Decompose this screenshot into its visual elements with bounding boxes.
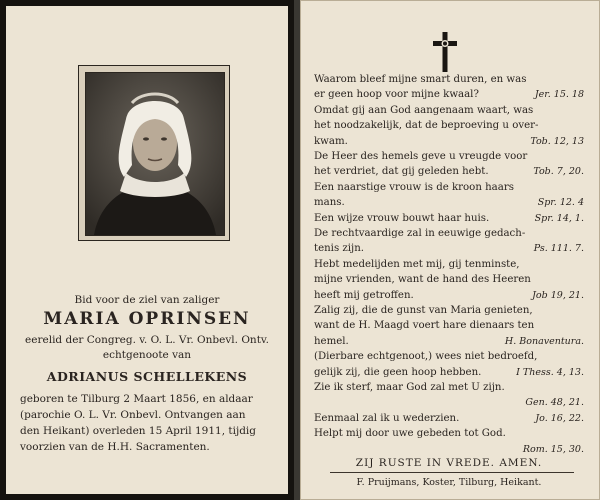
scripture-reference: Jer. 15. 18 <box>534 89 584 101</box>
cross-icon <box>430 30 460 74</box>
scripture-reference: Gen. 48, 21. <box>525 397 584 409</box>
quote-line: het verdriet, dat gij geleden hebt. <box>314 166 489 178</box>
memorial-card-front <box>0 0 294 500</box>
quote-line: Hebt medelijden met mij, gij tenminste, <box>314 258 520 270</box>
deceased-name: MARIA OPRINSEN <box>43 309 251 329</box>
portrait-photo <box>85 72 225 236</box>
bio-line: (parochie O. L. Vr. Onbevl. Ontvangen aan <box>20 409 246 421</box>
quote-line: Omdat gij aan God aangenaam waart, was <box>314 104 534 116</box>
quote-line: mijne vrienden, want de hand des Heeren <box>314 274 531 286</box>
quote-line: Zalig zij, die de gunst van Maria genieten, <box>314 305 533 316</box>
quote-line: want de H. Maagd voert hare dienaars ten <box>314 320 535 332</box>
scripture-reference: H. Bonaventura. <box>504 335 584 347</box>
closing-line: ZIJ RUSTE IN VREDE. AMEN. <box>355 457 543 469</box>
quote-line: er geen hoop voor mijne kwaal? <box>314 89 479 101</box>
quote-line: gelijk zij, die geen hoop hebben. <box>314 366 482 378</box>
quote-line: kwam. <box>314 135 348 147</box>
printer-line: F. Pruijmans, Koster, Tilburg, Heikant. <box>356 477 542 488</box>
quote-line: Een naarstige vrouw is de kroon haars <box>314 181 514 193</box>
scripture-reference: Job 19, 21. <box>532 289 584 301</box>
quote-line: Waarom bleef mijne smart duren, en was <box>314 74 527 85</box>
quote-line: De rechtvaardige zal in eeuwige gedach- <box>314 228 526 239</box>
quote-line: het noodzakelijk, dat de beproeving u over- <box>314 120 539 132</box>
scripture-reference: Tob. 12, 13 <box>530 135 584 147</box>
quote-line: Helpt mij door uwe gebeden tot God. <box>314 428 506 440</box>
scripture-reference: Jo. 16, 22. <box>535 412 584 424</box>
bio-line: den Heikant) overleden 15 April 1911, tijdig <box>20 425 257 437</box>
scripture-reference: Ps. 111. 7. <box>533 243 584 255</box>
photo-frame <box>78 65 230 241</box>
quote-line: heeft mij getroffen. <box>314 289 414 301</box>
scripture-reference: I Thess. 4, 13. <box>516 366 584 378</box>
bio-line: geboren te Tilburg 2 Maart 1856, en aldaar <box>20 393 253 405</box>
scripture-reference: Rom. 15, 30. <box>522 443 584 455</box>
quote-line: Eenmaal zal ik u wederzien. <box>314 412 460 424</box>
quote-line: Zie ik sterf, maar God zal met U zijn. <box>314 382 505 393</box>
quote-line: (Dierbare echtgenoot,) wees niet bedroefd, <box>314 351 538 363</box>
bio-line: voorzien van de H.H. Sacramenten. <box>20 441 210 453</box>
quote-line: De Heer des hemels geve u vreugde voor <box>314 151 528 162</box>
quote-line: mans. <box>314 197 345 209</box>
scripture-reference: Spr. 12. 4 <box>537 197 584 209</box>
congregation-line: eerelid der Congreg. v. O. L. Vr. Onbevl. Ontv. <box>25 334 269 346</box>
quote-line: tenis zijn. <box>314 243 364 255</box>
prayer-intro: Bid voor de ziel van zaliger <box>74 294 220 306</box>
scripture-reference: Spr. 14, 1. <box>534 212 584 224</box>
divider <box>330 472 574 473</box>
spouse-of-line: echtgenoote van <box>102 349 192 361</box>
quote-line: hemel. <box>314 335 349 347</box>
quote-line: Een wijze vrouw bouwt haar huis. <box>314 212 490 224</box>
spouse-name: ADRIANUS SCHELLEKENS <box>46 369 248 384</box>
scripture-reference: Tob. 7, 20. <box>533 166 584 178</box>
